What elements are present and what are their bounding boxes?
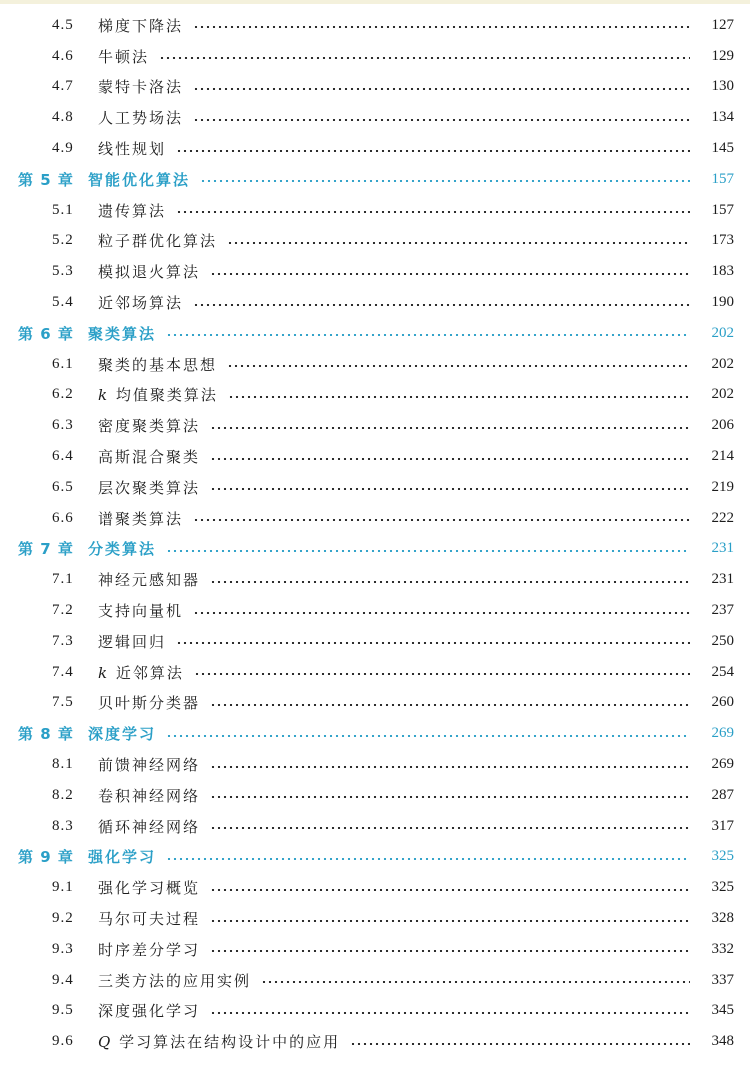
toc-section-row[interactable]	[0, 287, 750, 318]
section-number: 6.4	[52, 448, 74, 465]
toc-section-row[interactable]	[0, 595, 750, 626]
chapter-title: 聚类算法	[88, 324, 157, 343]
chapter-number: 第 7 章	[18, 540, 74, 559]
page-number: 269	[711, 725, 734, 742]
dot-leader	[210, 766, 690, 768]
section-number: 9.5	[52, 1002, 74, 1019]
section-number: 7.2	[52, 602, 74, 619]
section-number: 4.8	[52, 109, 74, 126]
chapter-number: 第 9 章	[18, 848, 74, 867]
page-number: 206	[711, 417, 734, 434]
page-number: 222	[711, 509, 734, 526]
dot-leader	[193, 519, 690, 521]
dot-leader	[228, 396, 690, 398]
section-number: 7.3	[52, 632, 74, 649]
chapter-number: 第 8 章	[18, 725, 74, 744]
chapter-number: 第 5 章	[18, 170, 74, 189]
page-number: 134	[711, 109, 734, 126]
section-title: 支持向量机	[98, 602, 184, 621]
section-title: 近邻场算法	[98, 294, 184, 313]
section-title: 强化学习概览	[98, 879, 201, 898]
page-number: 190	[711, 294, 734, 311]
dot-leader	[210, 704, 690, 706]
dot-leader	[210, 458, 690, 460]
dot-leader	[210, 950, 690, 952]
page-number: 173	[711, 232, 734, 249]
toc-section-row[interactable]	[0, 503, 750, 534]
dot-leader	[193, 304, 690, 306]
chapter-title: 强化学习	[88, 848, 157, 867]
page-number: 332	[711, 940, 734, 957]
section-number: 9.1	[52, 879, 74, 896]
page-number: 202	[711, 355, 734, 372]
section-title: 贝叶斯分类器	[98, 694, 201, 713]
toc-section-row[interactable]	[0, 441, 750, 472]
toc-section-row[interactable]	[0, 102, 750, 133]
dot-leader	[200, 180, 690, 182]
section-title: k 近邻算法	[98, 663, 184, 682]
toc-section-row[interactable]	[0, 811, 750, 842]
toc-section-row[interactable]	[0, 72, 750, 103]
section-title: 三类方法的应用实例	[98, 971, 252, 990]
page-number: 317	[711, 817, 734, 834]
dot-leader	[159, 57, 690, 59]
section-number: 5.2	[52, 232, 74, 249]
section-number: 6.5	[52, 478, 74, 495]
toc-section-row[interactable]	[0, 934, 750, 965]
section-title: Q 学习算法在结构设计中的应用	[98, 1033, 341, 1052]
page-number: 127	[711, 16, 734, 33]
table-of-contents	[0, 10, 750, 1057]
page-number: 260	[711, 694, 734, 711]
toc-section-row[interactable]	[0, 472, 750, 503]
toc-section-row[interactable]	[0, 626, 750, 657]
page-number: 325	[711, 848, 734, 865]
section-title: 人工势场法	[98, 109, 184, 128]
dot-leader	[193, 26, 690, 28]
section-number: 9.4	[52, 971, 74, 988]
dot-leader	[350, 1043, 690, 1045]
section-number: 8.3	[52, 817, 74, 834]
toc-section-row[interactable]	[0, 133, 750, 164]
section-number: 8.2	[52, 786, 74, 803]
dot-leader	[210, 581, 690, 583]
section-title: 循环神经网络	[98, 817, 201, 836]
toc-chapter-row[interactable]	[0, 318, 750, 349]
section-title: 密度聚类算法	[98, 417, 201, 436]
page-number: 287	[711, 786, 734, 803]
page-number: 328	[711, 910, 734, 926]
dot-leader	[176, 211, 690, 213]
dot-leader	[166, 858, 690, 860]
section-number: 6.1	[52, 355, 74, 372]
section-title: 高斯混合聚类	[98, 448, 201, 467]
dot-leader	[176, 150, 690, 152]
section-number: 6.2	[52, 386, 74, 403]
section-title: 遗传算法	[98, 201, 167, 220]
toc-section-row[interactable]	[0, 226, 750, 257]
section-number: 9.2	[52, 910, 74, 926]
dot-leader	[193, 119, 690, 121]
toc-section-row[interactable]	[0, 380, 750, 411]
section-number: 8.1	[52, 756, 74, 773]
section-number: 5.4	[52, 294, 74, 311]
toc-section-row[interactable]	[0, 657, 750, 688]
section-title: 蒙特卡洛法	[98, 78, 184, 97]
page-number: 129	[711, 47, 734, 64]
dot-leader	[227, 242, 690, 244]
section-number: 9.6	[52, 1033, 74, 1050]
section-number: 7.4	[52, 663, 74, 680]
section-number: 7.1	[52, 571, 74, 588]
section-title: 卷积神经网络	[98, 786, 201, 805]
section-number: 5.1	[52, 201, 74, 218]
chapter-title: 智能优化算法	[88, 170, 191, 189]
dot-leader	[166, 550, 690, 552]
dot-leader	[194, 673, 690, 675]
section-title: 聚类的基本思想	[98, 355, 218, 374]
toc-section-row[interactable]	[0, 688, 750, 719]
section-title: 时序差分学习	[98, 940, 201, 959]
dot-leader	[210, 827, 690, 829]
toc-section-row[interactable]	[0, 195, 750, 226]
section-title: 模拟退火算法	[98, 263, 201, 282]
toc-section-row[interactable]	[0, 872, 750, 903]
section-number: 6.3	[52, 417, 74, 434]
section-number: 4.9	[52, 140, 74, 157]
dot-leader	[210, 1012, 690, 1014]
section-title: 谱聚类算法	[98, 509, 184, 528]
toc-section-row[interactable]	[0, 1026, 750, 1057]
dot-leader	[227, 365, 690, 367]
toc-section-row[interactable]	[0, 780, 750, 811]
section-title: 神经元感知器	[98, 571, 201, 590]
page-number: 219	[711, 478, 734, 495]
section-title: 梯度下降法	[98, 16, 184, 35]
toc-section-row[interactable]	[0, 749, 750, 780]
toc-section-row[interactable]	[0, 903, 750, 934]
toc-section-row[interactable]	[0, 349, 750, 380]
chapter-number: 第 6 章	[18, 324, 74, 343]
page-number: 254	[711, 663, 734, 680]
dot-leader	[193, 88, 690, 90]
toc-section-row[interactable]	[0, 256, 750, 287]
section-title: 逻辑回归	[98, 632, 167, 651]
chapter-title: 深度学习	[88, 725, 157, 744]
toc-section-row[interactable]	[0, 10, 750, 41]
section-title: 深度强化学习	[98, 1002, 201, 1021]
page-number: 337	[711, 971, 734, 988]
page-number: 202	[711, 386, 734, 403]
dot-leader	[210, 889, 690, 891]
section-title: 层次聚类算法	[98, 478, 201, 497]
section-number: 9.3	[52, 940, 74, 957]
section-number: 4.7	[52, 78, 74, 95]
toc-section-row[interactable]	[0, 564, 750, 595]
page-number: 348	[711, 1033, 734, 1050]
page-number: 130	[711, 78, 734, 95]
page-number: 250	[711, 632, 734, 649]
toc-section-row[interactable]	[0, 41, 750, 72]
section-title: k 均值聚类算法	[98, 386, 218, 405]
page-number: 231	[711, 540, 734, 557]
section-number: 4.6	[52, 47, 74, 64]
page-number: 145	[711, 140, 734, 157]
toc-section-row[interactable]	[0, 965, 750, 996]
dot-leader	[210, 273, 690, 275]
dot-leader	[210, 920, 690, 922]
dot-leader	[210, 488, 690, 490]
top-edge	[0, 0, 750, 4]
page-number: 237	[711, 602, 734, 619]
section-number: 4.5	[52, 16, 74, 33]
page-number: 231	[711, 571, 734, 588]
dot-leader	[210, 796, 690, 798]
page-number: 157	[711, 201, 734, 218]
dot-leader	[210, 427, 690, 429]
section-title: 粒子群优化算法	[98, 232, 218, 251]
page-number: 157	[711, 170, 734, 187]
toc-section-row[interactable]	[0, 410, 750, 441]
section-title: 马尔可夫过程	[98, 910, 201, 928]
dot-leader	[166, 334, 690, 336]
toc-chapter-row[interactable]	[0, 718, 750, 749]
section-title: 牛顿法	[98, 47, 150, 66]
dot-leader	[176, 642, 690, 644]
section-number: 5.3	[52, 263, 74, 280]
dot-leader	[193, 612, 690, 614]
section-number: 6.6	[52, 509, 74, 526]
page-number: 345	[711, 1002, 734, 1019]
toc-chapter-row[interactable]	[0, 842, 750, 873]
toc-chapter-row[interactable]	[0, 534, 750, 565]
page-number: 202	[711, 324, 734, 341]
toc-section-row[interactable]	[0, 996, 750, 1027]
section-number: 7.5	[52, 694, 74, 711]
page-number: 325	[711, 879, 734, 896]
section-title: 前馈神经网络	[98, 756, 201, 775]
page-number: 214	[711, 448, 734, 465]
page-number: 183	[711, 263, 734, 280]
dot-leader	[261, 981, 690, 983]
page-number: 269	[711, 756, 734, 773]
section-title: 线性规划	[98, 140, 167, 159]
toc-chapter-row[interactable]	[0, 164, 750, 195]
dot-leader	[166, 735, 690, 737]
chapter-title: 分类算法	[88, 540, 157, 559]
